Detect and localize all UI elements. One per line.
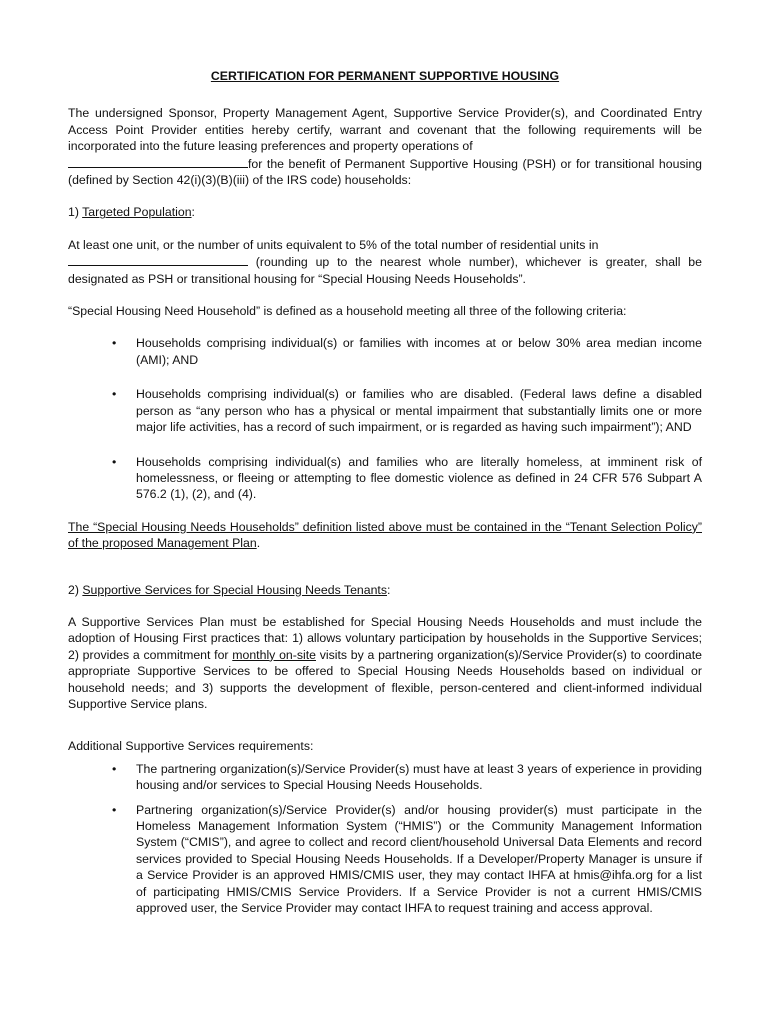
section1-heading [68,204,702,220]
section2-underlined-text: monthly on-site [232,647,316,662]
definition-paragraph: “Special Housing Need Household” is defined as a household meeting all three of the following criteria: [68,304,627,319]
tenant-selection-note [68,519,702,552]
page-title: CERTIFICATION FOR PERMANENT SUPPORTIVE HOUSING [210,69,560,83]
list-item [68,386,702,435]
additional-requirements-heading: Additional Supportive Services requirements: [68,739,314,754]
requirement-text: The partnering organization(s)/Service Provider(s) must have at least 3 years of experience in providing housing and/or services to Special Housing Needs Households. [136,761,702,793]
criteria-text: Households comprising individual(s) and families who are literally homeless, at imminent risk of homelessness, or fleeing or attempting to flee domestic violence as defined in 24 CFR 576 Subpart A 576.2 (1), (2), and (4). [136,454,702,502]
section1-number: 1) [68,205,83,220]
bullet-icon: • [112,802,117,817]
bullet-icon: • [112,336,117,351]
section2-text-part1: A Supportive Services Plan must be established for Special Housing Needs Households and must include the adoption of Housing First practices that: 1) allows voluntary participation by households in the Supportive Services; 2) provides a commitment for [68,614,702,662]
section2-paragraph [68,614,702,712]
note-period: . [256,536,261,551]
bullet-icon: • [112,761,117,776]
section1-title: Targeted Population [82,205,192,220]
criteria-list [68,335,702,502]
list-item [68,761,702,794]
criteria-text: Households comprising individual(s) or families who are disabled. (Federal laws define a disabled person as “any person who has a physical or mental impairment that substantially limits one or more major life activities, has a record of such impairment, or is regarded as having such impairment”); AND [136,387,702,435]
section1-colon: : [191,205,195,220]
criteria-text: Households comprising individual(s) or families with incomes at or below 30% area median income (AMI); AND [136,336,702,367]
intro-paragraph [68,105,702,188]
requirement-text: Partnering organization(s)/Service Provider(s) and/or housing provider(s) must participate in the Homeless Management Information System (“HMIS”) or the Community Management Information System (“CMIS”), and agree to collect and record client/household Universal Data Elements and record services provided to Special Housing Needs Households. If a Developer/Property Manager is unsure if a Service Provider is an approved HMIS/CMIS user, they may contact IHFA at hmis@ihfa.org for a list of participating HMIS/CMIS Service Providers. If a Service Provider is not a current HMIS/CMIS approved user, the Service Provider may contact IHFA to request training and access approval. [136,802,702,916]
list-item [68,335,702,368]
intro-text-part1: The undersigned Sponsor, Property Management Agent, Supportive Service Provider(s), and Coordinated Entry Access Point Provider entities hereby certify, warrant and covenant that the following requirements will be incorporated into the future leasing preferences and property operations of [68,106,702,154]
section2-text-part2: visits by a partnering organization(s)/Service Provider(s) to coordinate appropriate Supportive Services to be offered to Special Housing Needs Households based on individual or household needs; and 3) supports the development of flexible, person-centered and client-informed individual Supportive Service plans. [68,647,702,711]
section2-number: 2) [68,582,83,597]
list-item [68,454,702,503]
intro-text-part2: for the benefit of Permanent Supportive Housing (PSH) or for transitional housing (defined by Section 42(i)(3)(B)(iii) of the IRS code) households: [68,156,702,188]
requirements-list [68,761,702,917]
section2-heading [68,582,702,598]
section2-title: Supportive Services for Special Housing Needs Tenants [82,582,387,597]
bullet-icon: • [112,454,117,469]
section2-colon: : [387,582,391,597]
list-item [68,802,702,917]
section1-paragraph [68,237,702,287]
note-text: The “Special Housing Needs Households” definition listed above must be contained in the “Tenant Selection Policy” of the proposed Management Plan [68,519,702,551]
section1-text-part2: (rounding up to the nearest whole number), whichever is greater, shall be designated as PSH or transitional housing for “Special Housing Needs Households”. [68,255,702,286]
units-blank[interactable] [68,253,248,266]
section1-text-part1: At least one unit, or the number of units equivalent to 5% of the total number of residential units in [68,237,599,252]
bullet-icon: • [112,387,117,402]
property-name-blank[interactable] [68,155,248,168]
